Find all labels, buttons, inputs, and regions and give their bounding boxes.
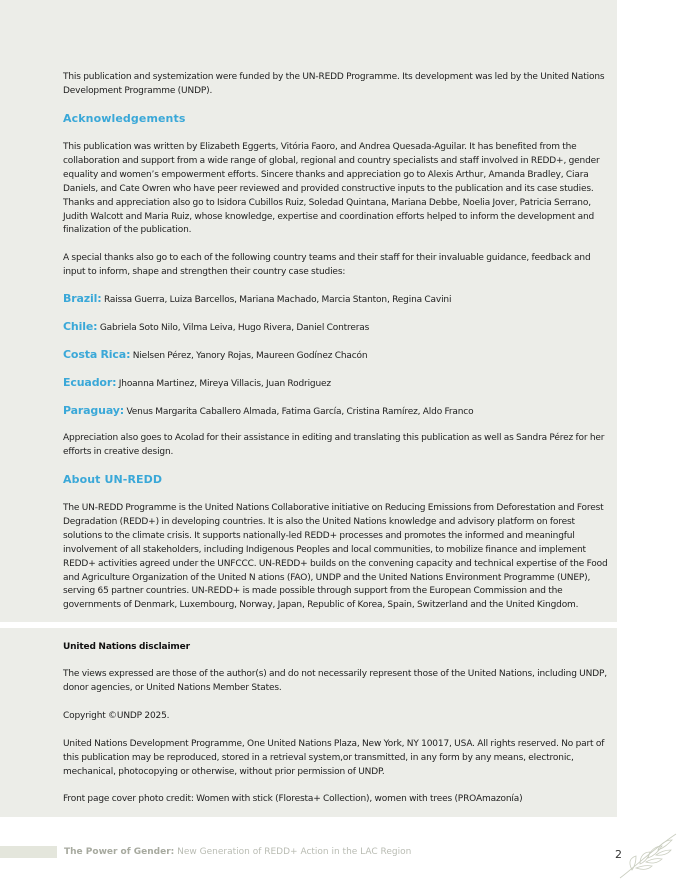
country-brazil: [63, 292, 613, 307]
country-people: Jhoanna Martinez, Mireya Villacis, Juan Rodriguez: [118, 379, 332, 389]
acknowledgements-body-2: [63, 252, 613, 280]
page-number: 2: [615, 848, 622, 861]
country-name: Chile:: [63, 320, 98, 333]
country-people: Raissa Guerra, Luiza Barcellos, Mariana Machado, Marcia Stanton, Regina Cavini: [103, 295, 452, 305]
intro-paragraph: This publication and systemization were funded by the UN-REDD Programme. Its development was led by the United Nations Development Programme (UNDP).: [63, 72, 605, 96]
disclaimer-body: [63, 668, 613, 696]
country-people: Nielsen Pérez, Yanory Rojas, Maureen Godínez Chacón: [132, 351, 368, 361]
footer-title-bold: The Power of Gender:: [64, 847, 175, 857]
disclaimer-title: United Nations disclaimer: [63, 642, 190, 652]
about-section: [63, 473, 613, 486]
country-name: Paraguay:: [63, 404, 125, 417]
acknowledgements-paragraph-2: A special thanks also go to each of the following country teams and their staff for their invaluable guidance, feedback and input to inform, shape and strengthen their country case studies:: [63, 253, 591, 277]
about-paragraph: The UN-REDD Programme is the United Nations Collaborative initiative on Reducing Emissions from Deforestation and Forest Degradation (REDD+) in developing countries. It is also the United Nations knowledge and advisory platform on forest solutions to the climate crisis. It supports nationally-led REDD+ processes and promotes the informed and meaningful involvement of all stakeholders, including Indigenous Peoples and local communities, to mobilize finance and implement REDD+ activities agreed under the UNFCCC. UN-REDD+ builds on the convening capacity and technical expertise of the Food and Agriculture Organization of the United N ations (FAO), UNDP and the United Nations Environment Programme (UNEP), serving 65 partner countries. UN-REDD+ is made possible through support from the European Commission and the governments of Denmark, Luxembourg, Norway, Japan, Republic of Korea, Spain, Switzerland and the United Kingdom.: [63, 503, 608, 611]
footer-accent-bar: [0, 846, 57, 858]
country-ecuador: [63, 376, 613, 391]
intro-section: [63, 71, 613, 99]
photo-credit-block: [63, 793, 613, 807]
country-people: Venus Margarita Caballero Almada, Fatima García, Cristina Ramírez, Aldo Franco: [126, 407, 474, 417]
copyright-block: [63, 710, 613, 724]
disclaimer-title-block: [63, 641, 613, 655]
country-paraguay: [63, 404, 613, 419]
country-name: Costa Rica:: [63, 348, 131, 361]
about-heading: About UN-REDD: [63, 473, 163, 486]
rights-paragraph: United Nations Development Programme, One United Nations Plaza, New York, NY 10017, USA. All rights reserved. No part of this publication may be reproduced, stored in a retrieval system,or transmitted, in any form by any means, electronic, mechanical, photocopying or otherwise, without prior permission of UNDP.: [63, 739, 605, 777]
country-name: Ecuador:: [63, 376, 117, 389]
photo-credit: Front page cover photo credit: Women with stick (Floresta+ Collection), women with trees (PROAmazonía): [63, 794, 523, 804]
footer-publication-title: [64, 847, 411, 857]
country-people: Gabriela Soto Nilo, Vilma Leiva, Hugo Rivera, Daniel Contreras: [99, 323, 370, 333]
acknowledgements-section: [63, 112, 613, 125]
about-body: [63, 502, 613, 613]
copyright-text: Copyright ©UNDP 2025.: [63, 711, 170, 721]
acknowledgements-heading: Acknowledgements: [63, 112, 186, 125]
rights-block: [63, 738, 613, 780]
acknowledgements-paragraph-3: Appreciation also goes to Acolad for their assistance in editing and translating this publication as well as Sandra Pérez for her efforts in creative design.: [63, 433, 605, 457]
acknowledgements-body: [63, 141, 613, 238]
country-chile: [63, 320, 613, 335]
acknowledgements-closing: [63, 432, 613, 460]
disclaimer-paragraph: The views expressed are those of the author(s) and do not necessarily represent those of the United Nations, including UNDP, donor agencies, or United Nations Member States.: [63, 669, 607, 693]
country-costa-rica: [63, 348, 613, 363]
country-name: Brazil:: [63, 292, 102, 305]
leaf-decoration-icon: [618, 832, 680, 880]
footer-title-rest: New Generation of REDD+ Action in the LAC Region: [174, 847, 412, 857]
acknowledgements-paragraph-1: This publication was written by Elizabeth Eggerts, Vitória Faoro, and Andrea Quesada-Aguilar. It has benefited from the collaboration and support from a wide range of global, regional and country specialists and staff involved in REDD+, gender equality and women’s empowerment efforts. Sincere thanks and appreciation go to Alexis Arthur, Amanda Bradley, Ciara Daniels, and Cate Owren who have peer reviewed and provided constructive inputs to the publication and its case studies. Thanks and appreciation also go to Isidora Cubillos Ruiz, Soledad Quintana, Mariana Debbe, Noelia Jover, Patricia Serrano, Judith Walcott and Maria Ruiz, whose knowledge, expertise and coordination efforts helped to inform the development and finalization of the publication.: [63, 142, 600, 236]
